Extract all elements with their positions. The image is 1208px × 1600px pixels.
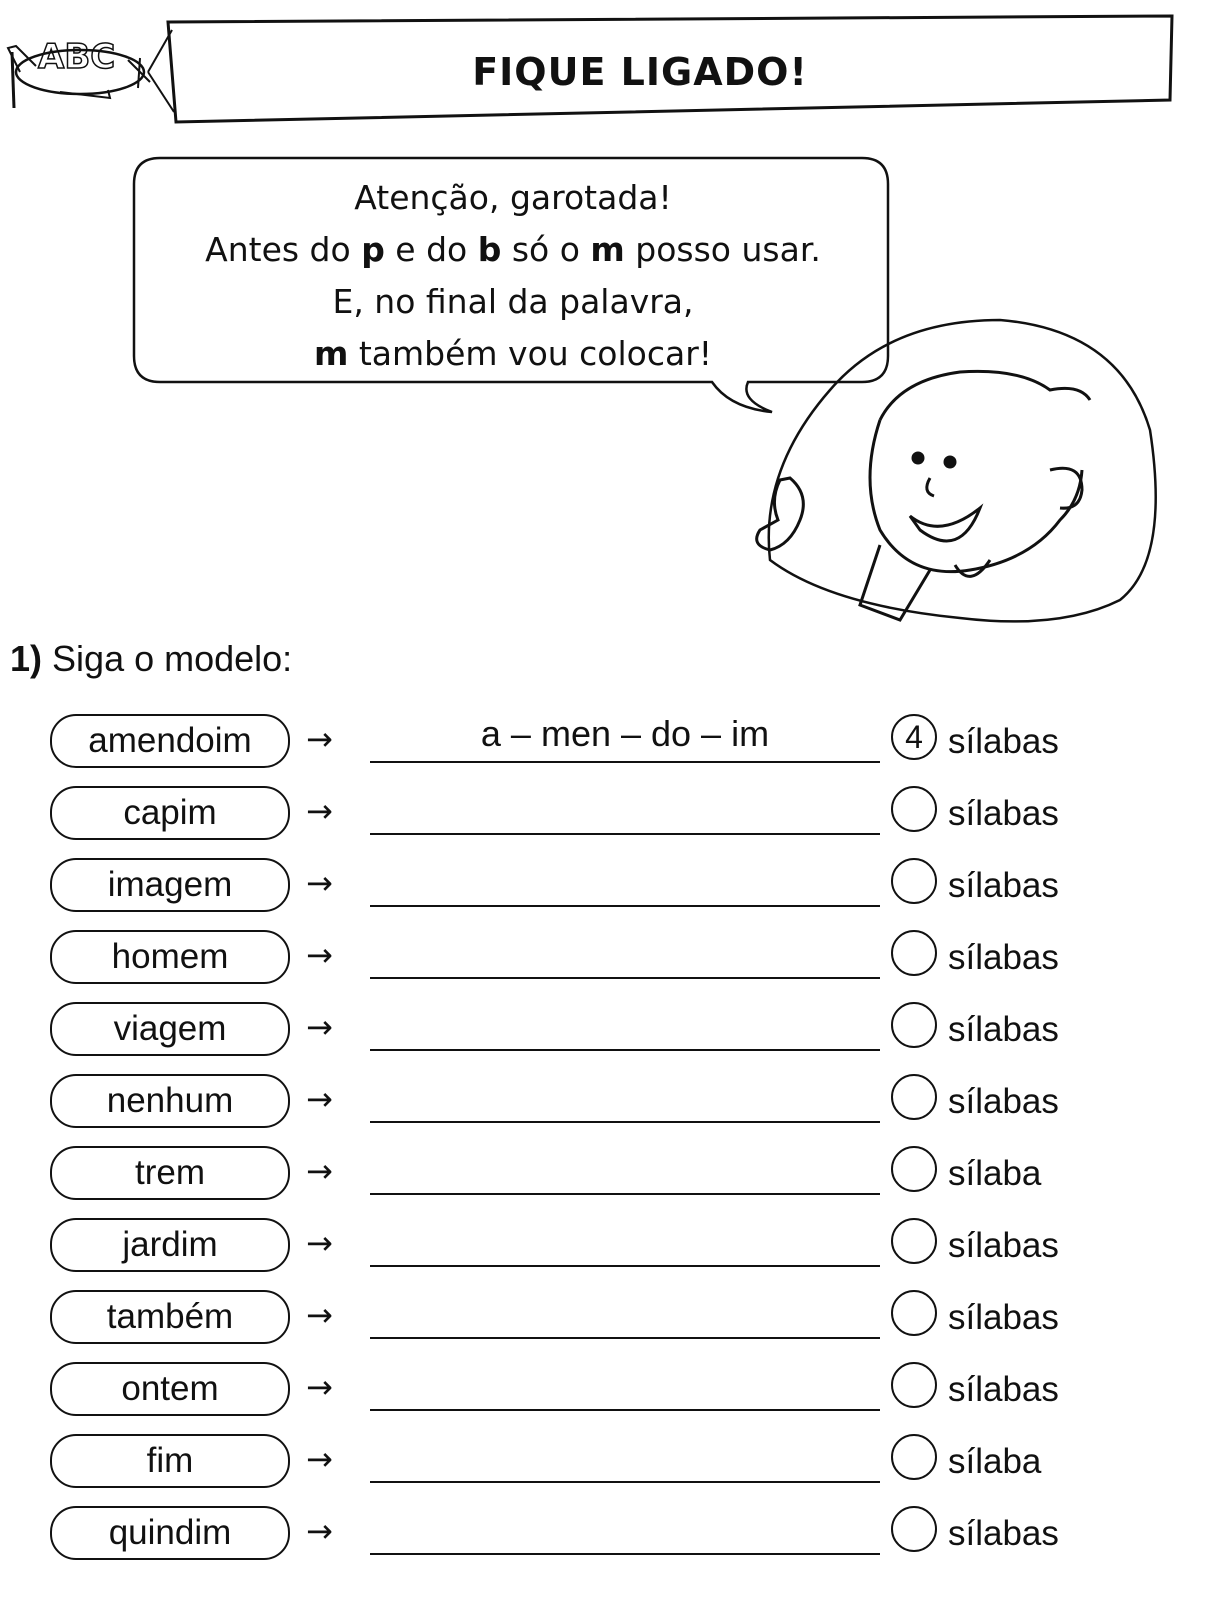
word-pill: nenhum <box>50 1074 290 1128</box>
word-pill: quindim <box>50 1506 290 1560</box>
word-pill: amendoim <box>50 714 290 768</box>
syllable-unit-label: sílabas <box>948 866 1059 905</box>
word-pill: trem <box>50 1146 290 1200</box>
bubble-text: posso usar. <box>624 230 821 269</box>
svg-text:ABC: ABC <box>38 37 116 77</box>
arrow-icon: → <box>306 864 333 902</box>
bubble-line <box>137 224 889 276</box>
word-pill: viagem <box>50 1002 290 1056</box>
answer-underline <box>370 1337 880 1339</box>
syllable-unit-label: sílabas <box>948 794 1059 833</box>
exercise-row <box>0 1360 1208 1420</box>
syllable-count-circle[interactable] <box>891 1218 937 1264</box>
exercise-row <box>0 784 1208 844</box>
syllable-count-circle[interactable] <box>891 786 937 832</box>
exercise-row <box>0 1000 1208 1060</box>
exercise-row <box>0 1432 1208 1492</box>
bubble-bold-letter: p <box>361 230 385 269</box>
answer-underline <box>370 1121 880 1123</box>
exercise-number: 1) <box>10 638 43 679</box>
syllable-count-circle[interactable] <box>891 1362 937 1408</box>
exercise-row <box>0 1504 1208 1564</box>
answer-underline <box>370 761 880 763</box>
syllable-unit-label: sílabas <box>948 722 1059 761</box>
bubble-line <box>137 276 889 328</box>
arrow-icon: → <box>306 936 333 974</box>
syllable-answer-field[interactable]: a – men – do – im <box>480 713 770 754</box>
abc-plane-logo <box>8 37 150 108</box>
syllable-count-circle[interactable]: 4 <box>891 714 937 760</box>
syllable-unit-label: sílaba <box>948 1154 1042 1193</box>
page-title: FIQUE LIGADO! <box>472 50 808 94</box>
answer-underline <box>370 1553 880 1555</box>
answer-underline <box>370 977 880 979</box>
arrow-icon: → <box>306 1152 333 1190</box>
syllable-unit-label: sílabas <box>948 1226 1059 1265</box>
arrow-icon: → <box>306 1440 333 1478</box>
syllable-count-circle[interactable] <box>891 1074 937 1120</box>
exercise-row <box>0 856 1208 916</box>
answer-underline <box>370 1409 880 1411</box>
word-pill: homem <box>50 930 290 984</box>
syllable-unit-label: sílabas <box>948 938 1059 977</box>
arrow-icon: → <box>306 1512 333 1550</box>
word-pill: capim <box>50 786 290 840</box>
bubble-text: e do <box>384 230 478 269</box>
arrow-icon: → <box>306 1080 333 1118</box>
bubble-line <box>137 328 889 380</box>
word-pill: fim <box>50 1434 290 1488</box>
syllable-unit-label: sílabas <box>948 1298 1059 1337</box>
speech-bubble-text <box>137 158 889 384</box>
arrow-icon: → <box>306 1368 333 1406</box>
syllable-count-circle[interactable] <box>891 1290 937 1336</box>
syllable-count-circle[interactable] <box>891 1002 937 1048</box>
arrow-icon: → <box>306 1296 333 1334</box>
exercise-row <box>0 1288 1208 1348</box>
exercise-row <box>0 1216 1208 1276</box>
bubble-bold-letter: m <box>313 334 349 373</box>
word-pill: jardim <box>50 1218 290 1272</box>
answer-underline <box>370 1265 880 1267</box>
answer-underline <box>370 905 880 907</box>
arrow-icon: → <box>306 720 333 758</box>
exercise-row <box>0 712 1208 772</box>
word-pill: ontem <box>50 1362 290 1416</box>
word-pill: também <box>50 1290 290 1344</box>
bubble-text: E, no final da palavra, <box>332 282 694 321</box>
syllable-count-circle[interactable] <box>891 1146 937 1192</box>
answer-underline <box>370 1481 880 1483</box>
arrow-icon: → <box>306 792 333 830</box>
bubble-text: só o <box>501 230 591 269</box>
word-pill: imagem <box>50 858 290 912</box>
instruction-text: Siga o modelo: <box>52 638 293 679</box>
exercise-instruction <box>10 638 292 680</box>
syllable-count-circle[interactable] <box>891 930 937 976</box>
bubble-text: também vou colocar! <box>348 334 713 373</box>
bubble-line <box>137 172 889 224</box>
arrow-icon: → <box>306 1224 333 1262</box>
exercise-row <box>0 1144 1208 1204</box>
syllable-unit-label: sílabas <box>948 1514 1059 1553</box>
bubble-text: Atenção, garotada! <box>354 178 672 217</box>
bubble-bold-letter: m <box>590 230 625 269</box>
bubble-text: Antes do <box>205 230 362 269</box>
syllable-unit-label: sílabas <box>948 1010 1059 1049</box>
exercise-row <box>0 928 1208 988</box>
arrow-icon: → <box>306 1008 333 1046</box>
answer-underline <box>370 1049 880 1051</box>
syllable-unit-label: sílaba <box>948 1442 1042 1481</box>
syllable-unit-label: sílabas <box>948 1370 1059 1409</box>
exercise-row <box>0 1072 1208 1132</box>
syllable-unit-label: sílabas <box>948 1082 1059 1121</box>
syllable-count-circle[interactable] <box>891 1434 937 1480</box>
syllable-count-circle[interactable] <box>891 1506 937 1552</box>
bubble-bold-letter: b <box>477 230 502 269</box>
syllable-count-circle[interactable] <box>891 858 937 904</box>
answer-underline <box>370 833 880 835</box>
answer-underline <box>370 1193 880 1195</box>
